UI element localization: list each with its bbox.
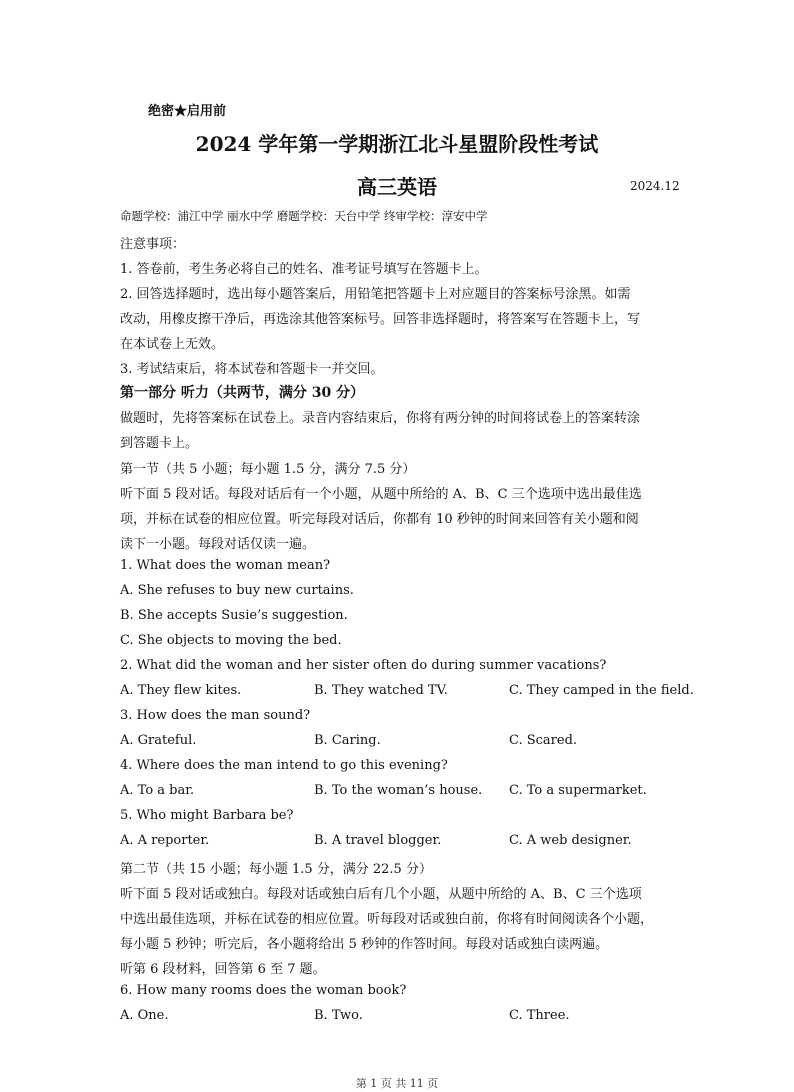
note-item-1: 1. 答卷前，考生务必将自己的姓名、准考证号填写在答题卡上。 (120, 262, 488, 277)
part1-intro-line-2: 到答题卡上。 (120, 436, 199, 451)
question-6-option-b: B. Two. (314, 1008, 363, 1023)
question-5: 5. Who might Barbara be? (120, 808, 294, 823)
question-6-option-a: A. One. (120, 1008, 169, 1023)
question-4: 4. Where does the man intend to go this evening? (120, 758, 448, 773)
section1-line-2: 项，并标在试卷的相应位置。听完每段对话后，你都有 10 秒钟的时间来回答有关小题和阅 (120, 512, 639, 527)
section2-line-3: 每小题 5 秒钟；听完后，各小题将给出 5 秒钟的作答时间。每段对话或独白读两遍。 (120, 937, 609, 952)
question-3-option-c: C. Scared. (509, 733, 578, 748)
question-1-option-b: B. She accepts Susie’s suggestion. (120, 608, 348, 623)
section2-line-2: 中选出最佳选项，并标在试卷的相应位置。听每段对话或独白前，你将有时间阅读各个小题， (120, 912, 654, 927)
question-2: 2. What did the woman and her sister often do during summer vacations? (120, 658, 607, 673)
exam-title: 2024 学年第一学期浙江北斗星盟阶段性考试 (195, 132, 599, 156)
question-1-option-c: C. She objects to moving the bed. (120, 633, 342, 648)
question-4-option-c: C. To a supermarket. (509, 783, 647, 798)
question-3-option-a: A. Grateful. (120, 733, 197, 748)
section1-heading: 第一节（共 5 小题；每小题 1.5 分，满分 7.5 分） (120, 462, 416, 477)
section2-heading: 第二节（共 15 小题；每小题 1.5 分，满分 22.5 分） (120, 862, 432, 877)
question-6: 6. How many rooms does the woman book? (120, 983, 407, 998)
question-6-option-c: C. Three. (509, 1008, 570, 1023)
note-item-3: 3. 考试结束后，将本试卷和答题卡一并交回。 (120, 362, 384, 377)
question-2-option-b: B. They watched TV. (314, 683, 448, 698)
question-5-option-a: A. A reporter. (120, 833, 210, 848)
confidential-mark: 绝密★启用前 (148, 104, 227, 119)
page-number: 第 1 页 共 11 页 (355, 1077, 439, 1090)
note-item-2-line-1: 2. 回答选择题时，选出每小题答案后，用铅笔把答题卡上对应题目的答案标号涂黑。如需 (120, 287, 631, 302)
note-item-2-line-3: 在本试卷上无效。 (120, 337, 225, 352)
school-info: 命题学校：浦江中学 丽水中学 磨题学校：天台中学 终审学校：淳安中学 (120, 209, 488, 223)
part1-intro-line-1: 做题时，先将答案标在试卷上。录音内容结束后，你将有两分钟的时间将试卷上的答案转涂 (120, 411, 641, 426)
question-4-option-b: B. To the woman’s house. (314, 783, 483, 798)
subject-title: 高三英语 (357, 175, 437, 199)
material-6-instruction: 听第 6 段材料，回答第 6 至 7 题。 (120, 962, 326, 977)
section2-line-1: 听下面 5 段对话或独白。每段对话或独白后有几个小题，从题中所给的 A、B、C 三个选项 (120, 887, 642, 902)
question-3-option-b: B. Caring. (314, 733, 381, 748)
exam-date: 2024.12 (630, 179, 680, 193)
question-4-option-a: A. To a bar. (120, 783, 195, 798)
section1-line-1: 听下面 5 段对话。每段对话后有一个小题，从题中所给的 A、B、C 三个选项中选出最佳选 (120, 487, 642, 502)
question-5-option-b: B. A travel blogger. (314, 833, 442, 848)
question-3: 3. How does the man sound? (120, 708, 311, 723)
question-5-option-c: C. A web designer. (509, 833, 632, 848)
part1-heading: 第一部分 听力（共两节，满分 30 分） (120, 385, 365, 401)
section1-line-3: 读下一小题。每段对话仅读一遍。 (120, 537, 316, 552)
question-1: 1. What does the woman mean? (120, 558, 331, 573)
question-2-option-a: A. They flew kites. (120, 683, 242, 698)
note-item-2-line-2: 改动，用橡皮擦干净后，再选涂其他答案标号。回答非选择题时，将答案写在答题卡上，写 (120, 312, 641, 327)
question-1-option-a: A. She refuses to buy new curtains. (120, 583, 354, 598)
notes-heading: 注意事项： (120, 237, 186, 252)
question-2-option-c: C. They camped in the field. (509, 683, 694, 698)
